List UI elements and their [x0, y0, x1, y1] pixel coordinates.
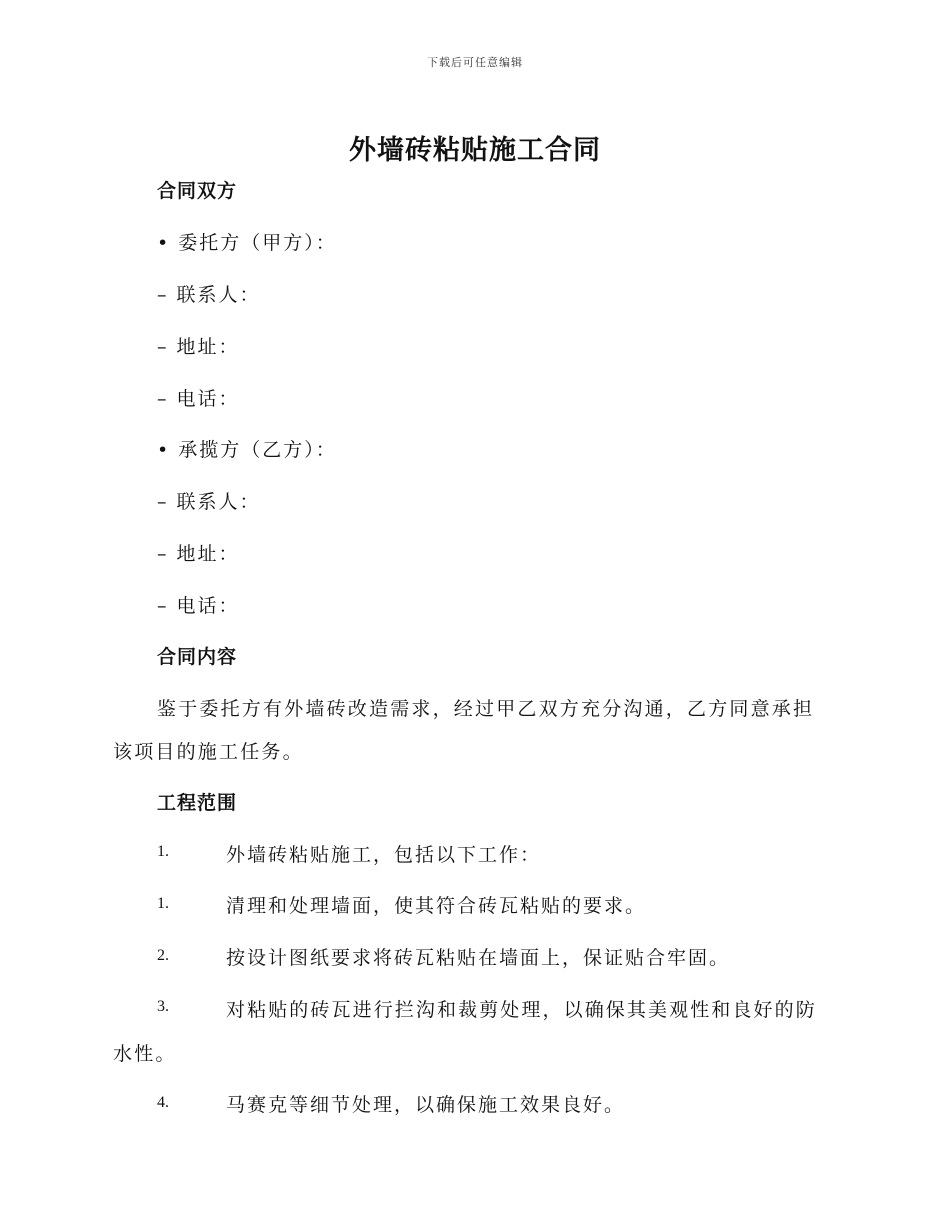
scope-item-text: 外墙砖粘贴施工，包括以下工作：	[226, 844, 542, 866]
scope-item-number: 1.	[157, 895, 169, 912]
party-a-label: • 委托方（甲方）：	[157, 232, 337, 254]
party-b-label: • 承揽方（乙方）：	[157, 439, 337, 461]
section-heading-parties: 合同双方	[157, 180, 238, 202]
party-a-contact: – 联系人：	[157, 284, 261, 306]
party-b-address: – 地址：	[157, 543, 240, 565]
party-a-address: – 地址：	[157, 336, 240, 358]
party-b-phone: – 电话：	[157, 595, 240, 617]
scope-item-text: 清理和处理墙面，使其符合砖瓦粘贴的要求。	[226, 895, 647, 917]
scope-item-text: 对粘贴的砖瓦进行拦沟和裁剪处理，以确保其美观性和良好的防	[226, 999, 817, 1021]
scope-item-text: 按设计图纸要求将砖瓦粘贴在墙面上，保证贴合牢固。	[226, 947, 731, 969]
content-paragraph-line-2: 该项目的施工任务。	[113, 741, 304, 763]
party-b-contact: – 联系人：	[157, 491, 261, 513]
scope-item-number: 4.	[157, 1094, 169, 1111]
scope-item-number: 3.	[157, 998, 169, 1015]
scope-item-text-continuation: 水性。	[113, 1043, 177, 1065]
scope-item-number: 1.	[157, 843, 169, 860]
page-header-note: 下载后可任意编辑	[427, 56, 523, 69]
party-a-phone: – 电话：	[157, 388, 240, 410]
section-heading-scope: 工程范围	[157, 792, 238, 814]
document-title: 外墙砖粘贴施工合同	[349, 135, 601, 166]
scope-item-text: 马赛克等细节处理，以确保施工效果良好。	[226, 1094, 626, 1116]
scope-item-number: 2.	[157, 947, 169, 964]
section-heading-content: 合同内容	[157, 646, 238, 668]
content-paragraph-line-1: 鉴于委托方有外墙砖改造需求，经过甲乙双方充分沟通，乙方同意承担	[157, 698, 815, 720]
